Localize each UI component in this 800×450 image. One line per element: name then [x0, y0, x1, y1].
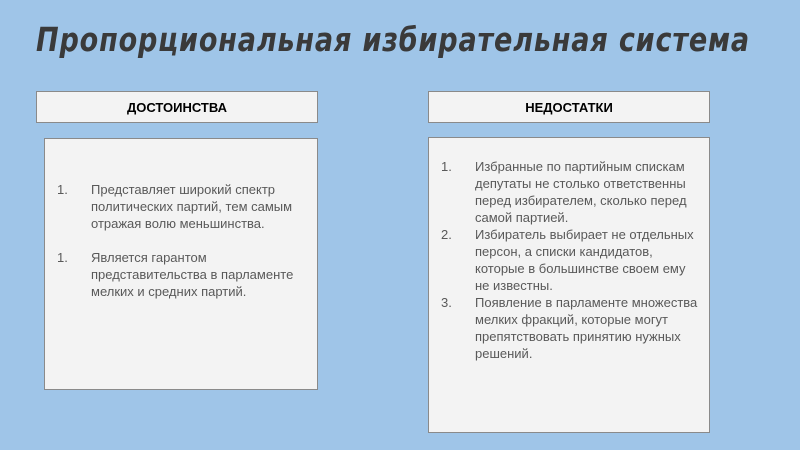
list-item-text: Избиратель выбирает не отдельных персон, а списки кандидатов, которые в большинстве своем ему не известны. [475, 227, 694, 293]
list-item-number: 1. [441, 159, 452, 174]
list-item [441, 158, 703, 226]
advantages-box [44, 138, 318, 390]
list-item-text: Представляет широкий спектр политических партий, тем самым отражая волю меньшинства. [91, 182, 293, 231]
list-item-number: 1. [57, 182, 68, 197]
disadvantages-list [441, 158, 703, 362]
list-item-number: 1. [57, 250, 68, 265]
advantages-header: ДОСТОИНСТВА [36, 91, 318, 123]
list-item-text: Появление в парламенте множества мелких фракций, которые могут препятствовать принятию нужных решений. [475, 295, 698, 361]
list-item-number: 2. [441, 227, 452, 242]
advantages-list [57, 181, 309, 300]
list-item [57, 249, 309, 300]
list-item-text: Является гарантом представительства в парламенте мелких и средних партий. [91, 250, 294, 299]
list-item-text: Избранные по партийным спискам депутаты не столько ответственны перед избирателем, сколько перед самой партией. [475, 159, 687, 225]
disadvantages-header: НЕДОСТАТКИ [428, 91, 710, 123]
slide-title: Пропорциональная избирательная система [36, 20, 751, 59]
list-item [441, 226, 703, 294]
disadvantages-box [428, 137, 710, 433]
list-item-number: 3. [441, 295, 452, 310]
list-item [57, 181, 309, 232]
list-item [441, 294, 703, 362]
